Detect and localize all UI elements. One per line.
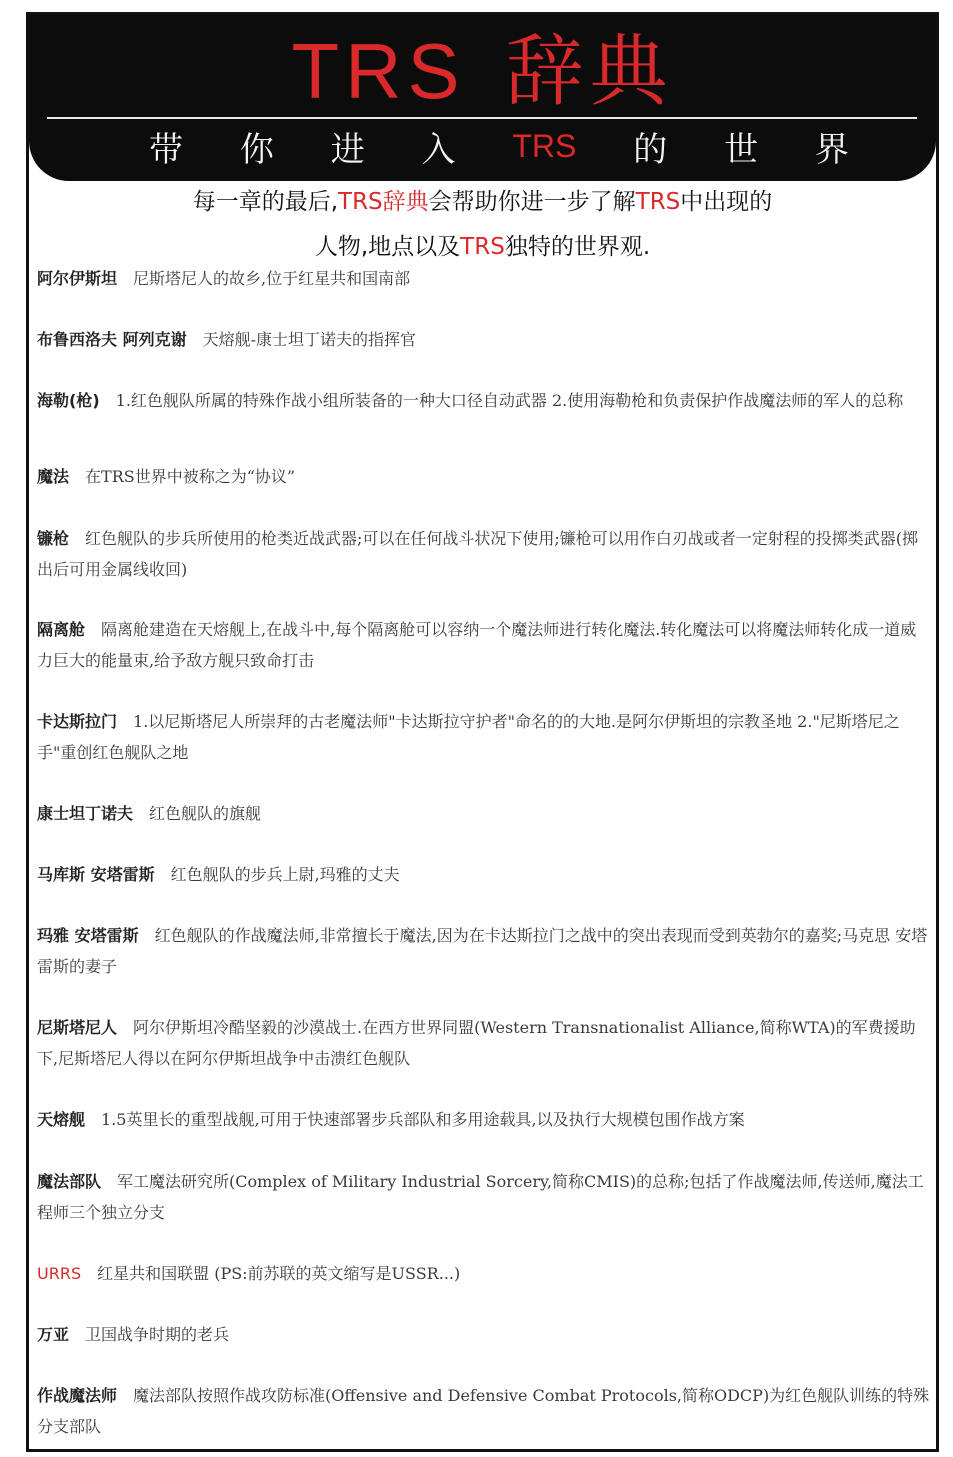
subtitle-trs: TRS bbox=[512, 127, 577, 164]
intro-text: 每一章的最后, bbox=[192, 189, 339, 215]
intro-text: 人物,地点以及 bbox=[314, 234, 461, 260]
entry-definition: 1.红色舰队所属的特殊作战小组所装备的一种大口径自动武器 2.使用海勒枪和负责保护作战魔法师的军人的总称 bbox=[115, 391, 904, 410]
banner-divider bbox=[47, 117, 917, 119]
banner-subtitle bbox=[149, 121, 849, 171]
entry-term: 马库斯 安塔雷斯 bbox=[37, 865, 155, 884]
entry-definition: 红星共和国联盟 (PS:前苏联的英文缩写是USSR...) bbox=[97, 1264, 461, 1283]
entry bbox=[37, 798, 932, 829]
entry-definition: 隔离舱建造在天熔舰上,在战斗中,每个隔离舱可以容纳一个魔法师进行转化魔法.转化魔法可以将魔法师转化成一道威力巨大的能量束,给予敌方舰只致命打击 bbox=[37, 620, 917, 670]
entry-term: 天熔舰 bbox=[37, 1110, 86, 1129]
entry bbox=[37, 1319, 932, 1350]
dictionary-page bbox=[26, 12, 939, 1452]
subtitle-char: 世 bbox=[724, 129, 759, 170]
entry-definition: 红色舰队的步兵所使用的枪类近战武器;可以在任何战斗状况下使用;镰枪可以用作白刃战或者一定射程的投掷类武器(掷出后可用金属线收回) bbox=[37, 529, 919, 579]
intro-text: 会帮助你进一步了解 bbox=[428, 189, 636, 215]
entry bbox=[37, 263, 932, 294]
entry-definition: 红色舰队的步兵上尉,玛雅的丈夫 bbox=[170, 865, 400, 884]
entry bbox=[37, 706, 932, 768]
entry-term: 卡达斯拉门 bbox=[37, 712, 118, 731]
page-title bbox=[29, 25, 936, 117]
entry-term: 海勒(枪) bbox=[37, 391, 100, 410]
title-cjk: 辞典 bbox=[505, 27, 674, 115]
entry-definition: 尼斯塔尼人的故乡,位于红星共和国南部 bbox=[133, 269, 411, 288]
intro-line-2 bbox=[29, 228, 936, 261]
entry-definition: 卫国战争时期的老兵 bbox=[85, 1325, 230, 1344]
intro-text: 独特的世界观. bbox=[504, 234, 651, 260]
entry-definition: 红色舰队的旗舰 bbox=[149, 804, 262, 823]
intro-highlight: TRS bbox=[460, 234, 505, 260]
entry-term: 尼斯塔尼人 bbox=[37, 1018, 118, 1037]
subtitle-char: 入 bbox=[421, 129, 456, 170]
entry-term: 阿尔伊斯坦 bbox=[37, 269, 118, 288]
entry-definition: 1.以尼斯塔尼人所崇拜的古老魔法师"卡达斯拉守护者"命名的的大地.是阿尔伊斯坦的宗教圣地 2."尼斯塔尼之手"重创红色舰队之地 bbox=[37, 712, 900, 762]
entry-definition: 阿尔伊斯坦冷酷坚毅的沙漠战士.在西方世界同盟(Western Transnationalist Alliance,简称WTA)的军费援助下,尼斯塔尼人得以在阿尔伊斯坦战争中击溃红色舰队 bbox=[37, 1018, 916, 1068]
entry bbox=[37, 1012, 932, 1074]
entry bbox=[37, 523, 932, 585]
entry bbox=[37, 385, 932, 416]
entry-term: 康士坦丁诺夫 bbox=[37, 804, 134, 823]
entry-term: 魔法 bbox=[37, 467, 70, 486]
entry-definition: 红色舰队的作战魔法师,非常擅长于魔法,因为在卡达斯拉门之战中的突出表现而受到英勃尔的嘉奖;马克思 安塔雷斯的妻子 bbox=[37, 926, 928, 976]
entry-definition: 在TRS世界中被称之为“协议” bbox=[85, 467, 296, 486]
entry-term: 万亚 bbox=[37, 1325, 70, 1344]
entry bbox=[37, 324, 932, 355]
entry bbox=[37, 1104, 932, 1135]
entry-term: 镰枪 bbox=[37, 529, 70, 548]
intro-line-1 bbox=[29, 183, 936, 216]
entry-term: 布鲁西洛夫 阿列克谢 bbox=[37, 330, 187, 349]
subtitle-char: 界 bbox=[814, 129, 849, 170]
entry bbox=[37, 461, 932, 492]
entry bbox=[37, 614, 932, 676]
entry-term: 魔法部队 bbox=[37, 1172, 102, 1191]
entry-term: 隔离舱 bbox=[37, 620, 86, 639]
entry-definition: 魔法部队按照作战攻防标准(Offensive and Defensive Combat Protocols,简称ODCP)为红色舰队训练的特殊分支部队 bbox=[37, 1386, 930, 1436]
entry bbox=[37, 1380, 932, 1442]
intro-text: 中出现的 bbox=[680, 189, 773, 215]
entry bbox=[37, 1166, 932, 1228]
entry bbox=[37, 920, 932, 982]
entry-definition: 1.5英里长的重型战舰,可用于快速部署步兵部队和多用途载具,以及执行大规模包围作战方案 bbox=[101, 1110, 745, 1129]
title-latin: TRS bbox=[291, 27, 466, 115]
title-banner bbox=[29, 15, 936, 181]
entry-term: 作战魔法师 bbox=[37, 1386, 118, 1405]
entry bbox=[37, 859, 932, 890]
subtitle-char: 的 bbox=[633, 129, 668, 170]
intro-highlight: TRS bbox=[635, 189, 681, 215]
subtitle-char: 你 bbox=[239, 129, 274, 170]
entry-term: 玛雅 安塔雷斯 bbox=[37, 926, 139, 945]
entry-term: URRS bbox=[37, 1264, 82, 1283]
subtitle-char: 带 bbox=[149, 129, 183, 170]
entry-definition: 天熔舰-康士坦丁诺夫的指挥官 bbox=[202, 330, 416, 349]
intro-highlight: TRS辞典 bbox=[338, 189, 429, 215]
entry bbox=[37, 1258, 932, 1289]
subtitle-char: 进 bbox=[330, 129, 365, 170]
entry-definition: 军工魔法研究所(Complex of Military Industrial Sorcery,简称CMIS)的总称;包括了作战魔法师,传送师,魔法工程师三个独立分支 bbox=[37, 1172, 924, 1222]
